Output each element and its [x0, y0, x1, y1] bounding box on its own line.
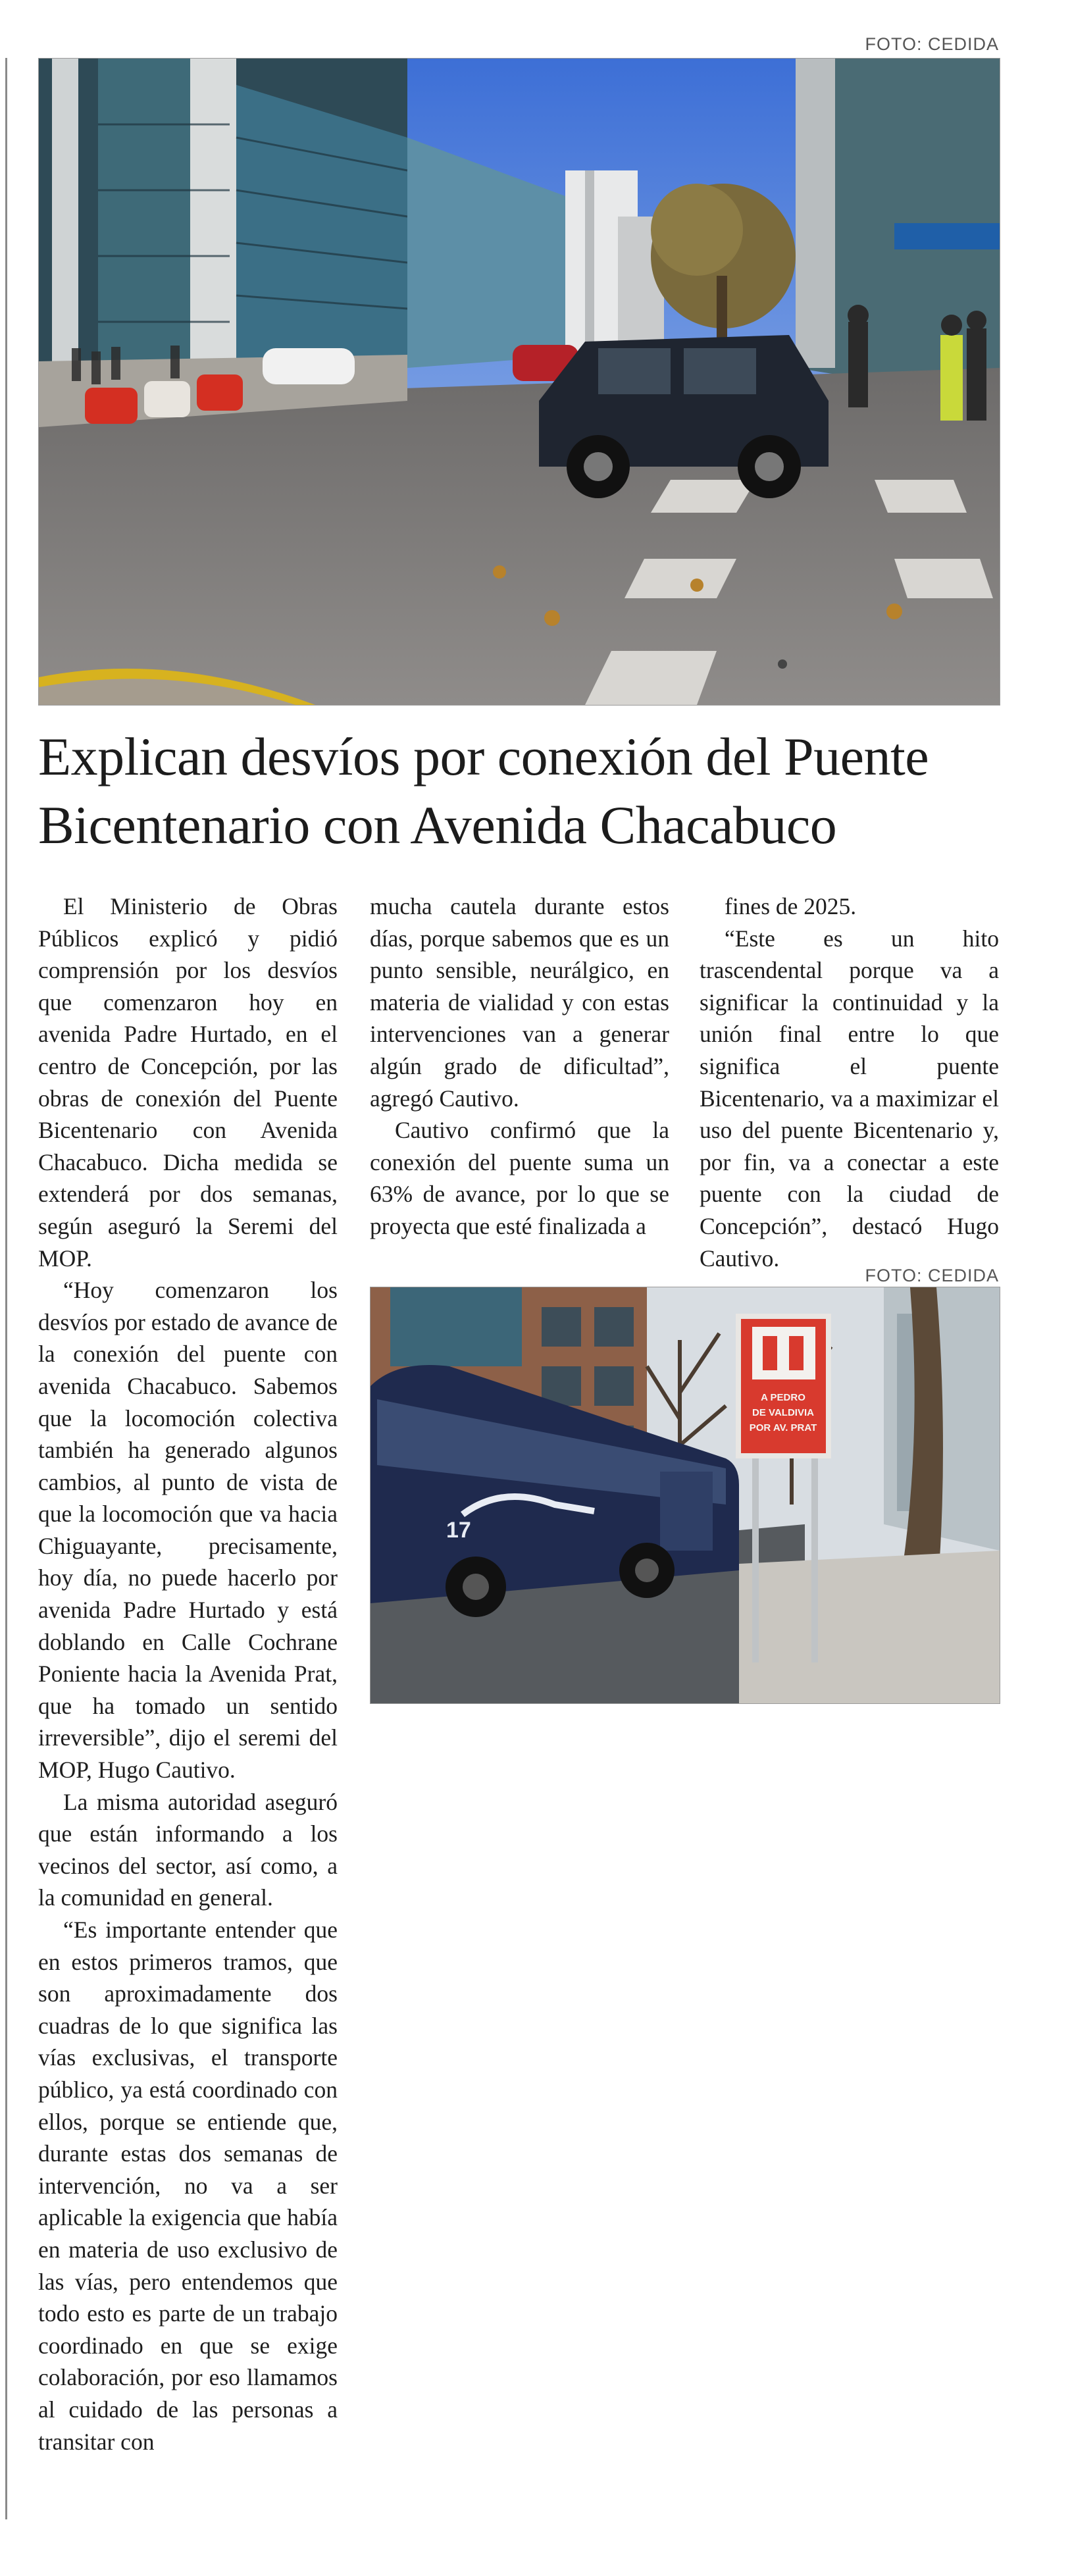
photo-credit-top: FOTO: CEDIDA	[865, 34, 999, 54]
article-column-2	[370, 890, 669, 1243]
page-margin-rule	[5, 58, 7, 2519]
paragraph: El Ministerio de Obras Públicos explicó y pidió comprensión por los desvíos que comenzaron hoy en avenida Padre Hurtado, en el centro de Concepción, por las obras de conexión del Puente Bicentenario con Avenida Chacabuco. Dicha medida se extenderá por dos semanas, según aseguró la Seremi del MOP.	[38, 893, 338, 1272]
paragraph: “Este es un hito trascendental porque va a significar la continuidad y la unión final entre lo que significa el puente Bicentenario, va a maximizar el uso del puente Bicentenario y, por fin, va a conectar a este puente con la ciudad de Concepción”, destacó Hugo Cautivo.	[700, 925, 999, 1272]
bus-number: 17	[446, 1518, 471, 1543]
sign-line-2: DE VALDIVIA	[752, 1407, 814, 1418]
paragraph: Cautivo confirmó que la conexión del puente suma un 63% de avance, por lo que se proyecta que esté finalizada a	[370, 1117, 669, 1239]
article-headline: Explican desvíos por conexión del Puente Bicentenario con Avenida Chacabuco	[38, 727, 929, 855]
paragraph: La misma autoridad aseguró que están informando a los vecinos del sector, así como, a la comunidad en general.	[38, 1788, 338, 1911]
photo-bus-detour	[370, 1287, 1000, 1704]
sign-line-3: POR AV. PRAT	[749, 1422, 817, 1433]
paragraph: “Es importante entender que en estos primeros tramos, que son aproximadamente dos cuadras de lo que significa las vías exclusivas, el transporte público, ya está coordinado con ellos, porque se entiende que, durante estas dos semanas de intervención, no va a ser aplicable la exigencia que había en materia de uso exclusivo de las vías, pero entendemos que todo esto es parte de un trabajo coordinado en que se exige colaboración, por eso llamamos al cuidado de las personas a transitar con	[38, 1917, 338, 2455]
paragraph: fines de 2025.	[725, 893, 857, 919]
article-column-3	[700, 890, 999, 1274]
photo-credit-bottom: FOTO: CEDIDA	[865, 1266, 999, 1285]
photo-bus-image	[370, 1287, 1000, 1703]
sign-line-1: A PEDRO	[761, 1392, 805, 1403]
photo-intersection-image	[39, 59, 1000, 705]
article-column-1	[38, 890, 338, 2458]
paragraph: “Hoy comenzaron los desvíos por estado de avance de la conexión del puente con avenida Chacabuco. Sabemos que la locomoción colectiva también ha generado algunos cambios, al punto de vista de que la locomoción que va hacia Chiguayante, precisamente, hoy día, no puede hacerlo por avenida Padre Hurtado y está doblando en Calle Cochrane Poniente hacia la Avenida Prat, que ha tomado un sentido irreversible”, dijo el seremi del MOP, Hugo Cautivo.	[38, 1277, 338, 1784]
photo-intersection	[38, 58, 1000, 706]
paragraph: mucha cautela durante estos días, porque sabemos que es un punto sensible, neurálgico, en materia de vialidad y con estas intervenciones van a generar algún grado de dificultad”, agregó Cautivo.	[370, 893, 669, 1112]
